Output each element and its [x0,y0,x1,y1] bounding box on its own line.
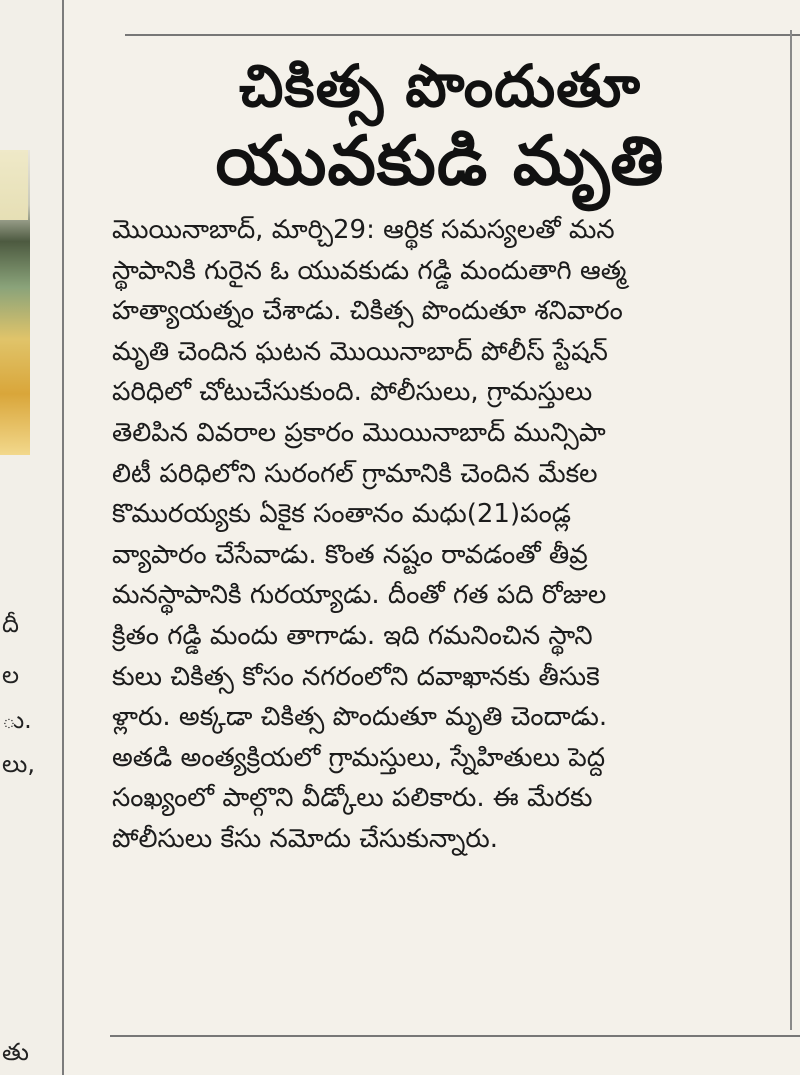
body-line: మృతి చెందిన ఘటన మొయినాబాద్ పోలీస్ స్టేషన్ [112,336,608,367]
left-snippet-3: ు. [2,706,32,734]
headline-line-2: యువకుడి మృతి [215,122,665,201]
body-line: మొయినాబాద్, మార్చి29: ఆర్థిక సమస్యలతో మన [112,215,615,245]
left-neighbor-column [0,0,62,1075]
headline-line-1: చికిత్స పొందుతూ [238,52,642,120]
body-line: కొమురయ్యకు ఏకైక సంతానం మధు(21)పండ్ల [112,499,572,530]
top-rule [125,34,800,36]
right-rule [790,30,792,1030]
body-line: వ్యాపారం చేసేవాడు. కొంత నష్టం రావడంతో తీవ్ర [112,539,588,570]
photo-sky [0,150,28,220]
body-line: క్రితం గడ్డి మందు తాగాడు. ఇది గమనించిన స్థాని [112,620,593,651]
article-body [112,210,777,860]
cropped-photo [0,150,30,455]
left-snippet-2: ల [2,661,20,689]
column-divider [62,0,64,1075]
left-snippet-1: దీ [2,610,19,638]
left-snippet-5: తు [2,1038,29,1066]
bottom-rule [110,1035,800,1037]
left-snippet-4: లు, [2,750,35,778]
body-line: లిటీ పరిధిలోని సురంగల్ గ్రామానికి చెందిన మేకల [112,458,598,489]
body-line: ళ్లారు. అక్కడా చికిత్స పొందుతూ మృతి చెందాడు. [112,702,608,733]
body-line: హత్యాయత్నం చేశాడు. చికిత్స పొందుతూ శనివారం [112,296,623,327]
body-line: పోలీసులు కేసు నమోదు చేసుకున్నారు. [112,823,499,854]
body-line: సంఖ్యంలో పాల్గొని వీడ్కోలు పలికారు. ఈ మేరకు [112,783,593,814]
body-line: పరిధిలో చోటుచేసుకుంది. పోలీసులు, గ్రామస్తులు [112,377,593,408]
body-line: స్థాపానికి గురైన ఓ యువకుడు గడ్డి మందుతాగి ఆత్మ [112,255,627,286]
body-line: కులు చికిత్స కోసం నగరంలోని దవాఖానకు తీసుకె [112,661,600,692]
body-line: అతడి అంత్యక్రియలో గ్రామస్తులు, స్నేహితులు పెద్ద [112,742,606,773]
body-line: మనస్థాపానికి గురయ్యాడు. దీంతో గత పది రోజుల [112,580,607,611]
article-headline [100,50,780,202]
body-line: తెలిపిన వివరాల ప్రకారం మొయినాబాద్ మున్సిపా [112,417,606,448]
